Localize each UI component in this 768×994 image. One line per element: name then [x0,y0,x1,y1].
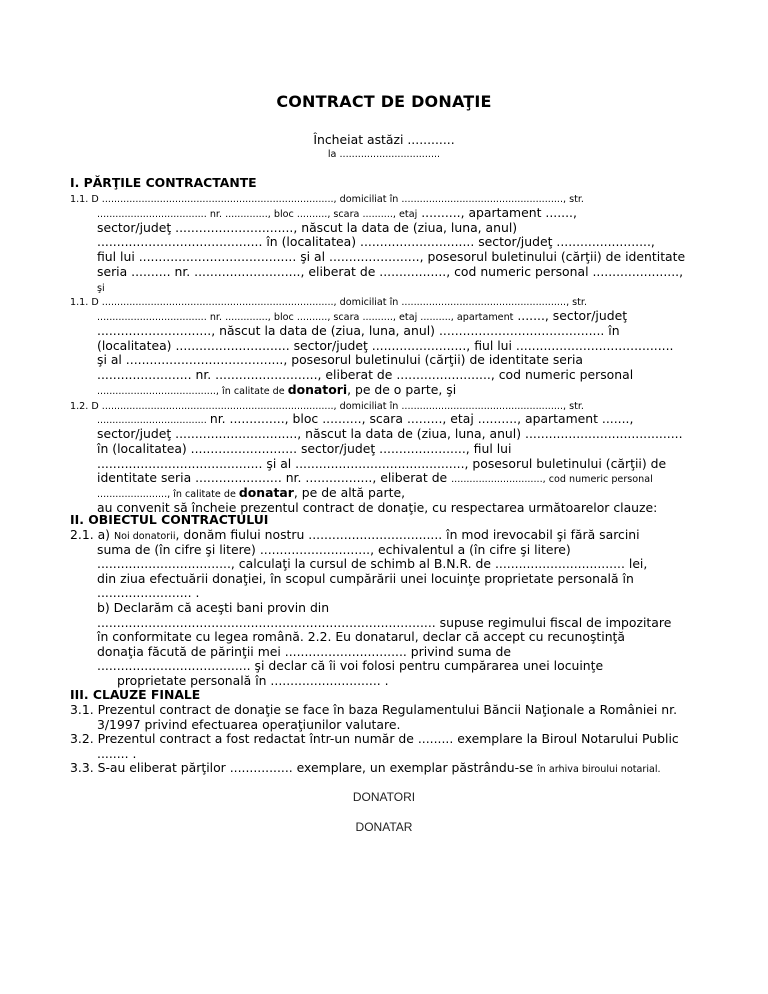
section1-line-text: seria .......... nr. ..........................., eliberat de ................., cod numeric personal ......................, [97,263,684,279]
section1-line-text: şi [97,282,105,294]
section1-line-text: .................................... nr. .............., bloc .........., scara .........., etaj .........., apartament [97,312,514,323]
date-line: Încheiat astăzi ............ [313,132,455,147]
section2-line-text: 2.1. a) [70,527,114,542]
section2-line-text: din ziua efectuării donaţiei, în scopul cumpărării unei locuinţe proprietate personală în [97,570,634,586]
section3-heading: III. CLAUZE FINALE [70,687,201,702]
section1-line-text: .........., apartament ......., [417,204,577,220]
place-line: la ................................. [327,149,441,160]
document-title: CONTRACT DE DONAŢIE [276,92,492,111]
section1-line-text: .................................... nr. .............., bloc .........., scara .........., etaj [97,208,418,220]
section2-line-text: .................................., calculaţi la cursul de schimb al B.N.R. de ................................. lei, [97,556,648,572]
section2-heading: II. OBIECTUL CONTRACTULUI [70,512,269,527]
section1-line-text: în (localitatea) ........................... sector/judeţ ......................, fiul lui [97,440,512,456]
section2-line-text: suma de (în cifre şi litere) ............................, echivalentul a (în cifre şi litere) [97,541,571,557]
section3-line [70,761,661,777]
section1-line-text: (localitatea) ............................. sector/judeţ ........................, fiul lui ........................................ [97,337,674,353]
section1-line [97,339,673,353]
section3-line-text: ........ . [97,745,137,761]
section1-line-text: .................................... [97,415,210,427]
section3-line [97,718,400,732]
section3-line-text: 3.1. Prezentul contract de donaţie se face în baza Regulamentului Băncii Naţionale a României nr. [70,702,678,717]
section2-line-text: b) Declarăm că aceşti bani provin din [97,600,330,615]
section2-line-text: ...................................................................................... supuse regimului fiscal de impozitare [97,614,672,630]
section1-line-text: .............................., cod numeric personal [451,474,653,486]
section1-line-text: şi al ........................................, posesorul buletinului (cărţii) de identitate seria [97,352,584,368]
section2-line [97,572,634,586]
section2-line [117,674,389,688]
section1-line-text: ............................., născut la data de (ziua, luna, anul) .......................................... în [97,322,620,338]
section1-line-text: 1.1. D ............................................................................, domiciliat în ....................................................., str. [70,194,584,205]
section2-line [97,543,571,557]
section2-line-text: Noi donatorii [113,531,176,542]
section3-line [97,747,136,761]
section2-line-text: donaţia făcută de părinţii mei ............................... privind suma de [97,643,512,659]
section1-line [97,353,583,367]
section1-line-text: ......................., în calitate de [97,489,239,500]
section1-line [97,457,666,471]
section1-line [70,294,587,310]
section1-line [97,427,683,441]
section1-line-text: , pe de o parte, şi [347,381,457,397]
section3-line-text: în arhiva biroului notarial. [537,764,661,776]
section1-line-text: ........................ nr. .........................., eliberat de ........................, cod numeric personal [97,367,634,382]
section1-line [97,442,511,456]
section1-line-text: 1.1. D ............................................................................, domiciliat în ......................................................, str. [70,297,588,309]
section1-line-text: .......................................... şi al ..........................................., posesorul buletinului (cărţii) de [97,455,667,471]
signature-donatori: DONATORI [352,790,416,804]
section2-line [97,630,625,644]
section2-line [97,645,511,659]
section3-line-text: 3.3. S-au eliberat părţilor ................ exemplare, un exemplar păstrându-se [70,760,538,776]
section3-line-text: 3/1997 privind efectuarea operaţiunilor valutare. [97,716,401,732]
section1-line [97,280,105,296]
section1-line [97,368,633,382]
section1-line-text: fiul lui ........................................ şi al ......................., posesorul buletinului (cărţii) de identitate [97,249,686,264]
section1-line-text: , pe de altă parte, [293,485,406,500]
section1-line-text: 1.2. D ............................................................................, domiciliat în ....................................................., str. [70,400,584,412]
section1-line-text: ......................................., în calitate de [97,385,288,397]
section2-line-text: , donăm fiului nostru .................................. în mod irevocabil şi fără sarcini [175,527,640,542]
section1-line-text: au convenit să încheie prezentul contract de donaţie, cu respectarea următoarelor clauze: [97,499,658,515]
section1-line [97,265,683,279]
section1-line-text: sector/judeţ ..............................., născut la data de (ziua, luna, anul) ........................................ [97,426,683,441]
section1-line-text: ......., sector/judeţ [513,308,628,323]
section2-line [97,659,603,673]
section3-line-text: 3.2. Prezentul contract a fost redactat într-un număr de ......... exemplare la Biroul Notarului Public [70,731,679,747]
section3-line [70,732,679,746]
section2-line [97,616,671,630]
section1-line [97,221,517,235]
section1-line [97,383,456,399]
section1-line [97,324,620,338]
section1-heading: I. PĂRŢILE CONTRACTANTE [70,175,257,190]
section2-line-text: ........................ . [97,585,200,601]
section1-line-text: donatar [238,485,294,500]
section2-line [97,601,329,615]
signature-donatar: DONATAR [355,820,413,834]
section2-line-text: în conformitate cu legea română. 2.2. Eu donatarul, declar că accept cu recunoştinţă [97,629,625,645]
section2-line [97,586,199,600]
section1-line [97,250,685,264]
section1-line-text: donatori [287,381,348,397]
section2-line [97,557,647,571]
section2-line-text: ....................................... şi declar că îi voi folosi pentru cumpărarea unei locuinţe [97,658,604,674]
section2-line-text: proprietate personală în ............................ . [117,673,389,688]
section1-line-text: .......................................... în (localitatea) ............................. sector/judeţ ........................, [97,234,655,250]
section1-line-text: sector/judeţ .............................., născut la data de (ziua, luna, anul) [97,219,518,235]
section3-line [70,703,677,717]
section1-line [97,235,655,249]
section1-line-text: identitate seria ...................... nr. ................., eliberat de [97,470,452,486]
section1-line-text: nr. .............., bloc .........., scara ........., etaj .........., apartament ......., [209,411,634,427]
